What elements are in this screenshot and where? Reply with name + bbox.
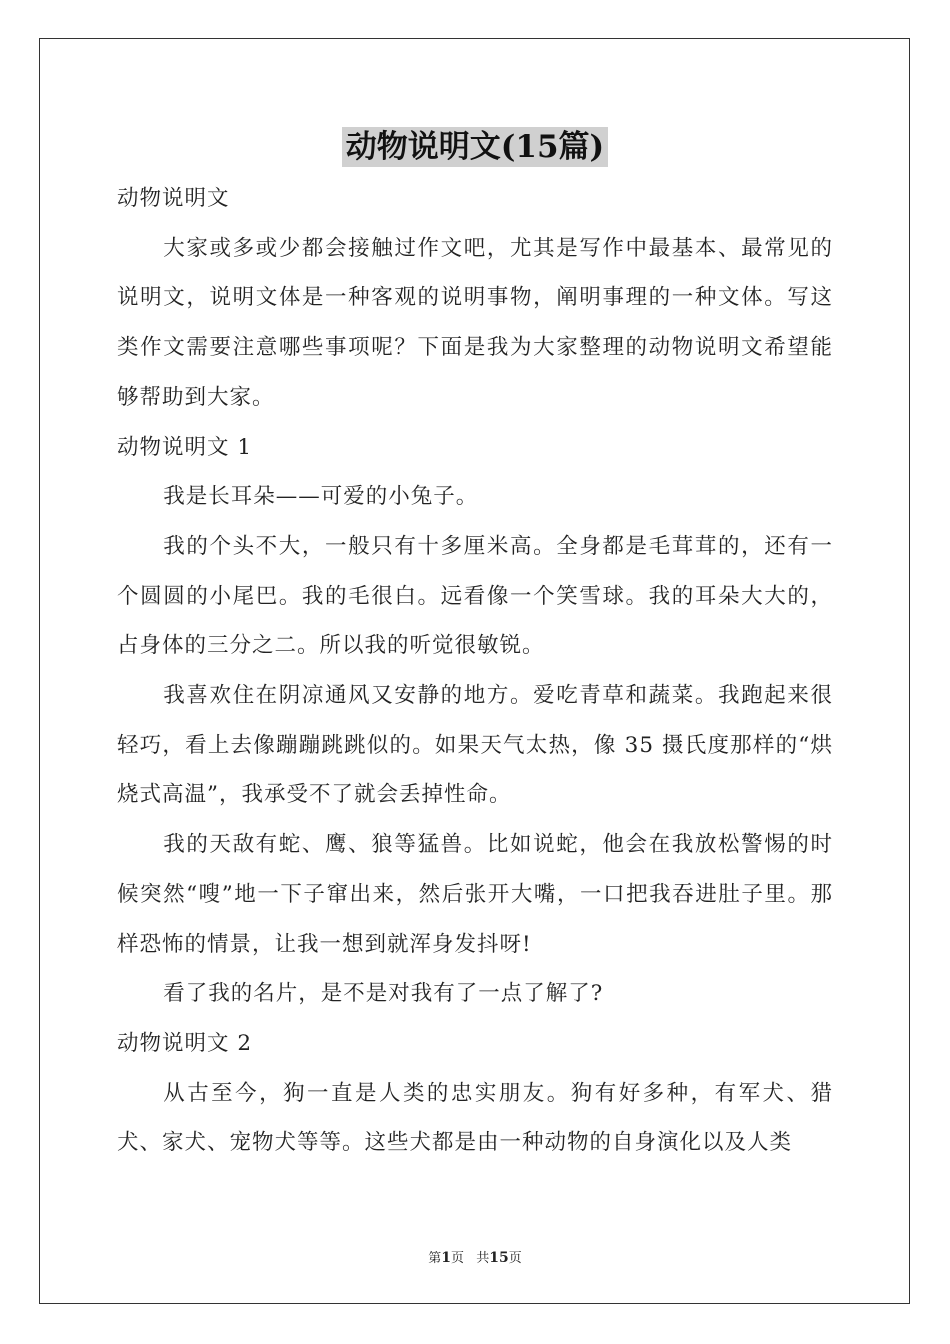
footer-page-suffix: 页 [451, 1251, 465, 1266]
body-paragraph: 大家或多或少都会接触过作文吧，尤其是写作中最基本、最常见的说明文，说明文体是一种客观的说明事物，阐明事理的一种文体。写这类作文需要注意哪些事项呢？下面是我为大家整理的动物说明文希望能够帮助到大家。 [117, 235, 833, 410]
footer-page-number: 1 [441, 1250, 452, 1266]
body-paragraph: 我喜欢住在阴凉通风又安静的地方。爱吃青草和蔬菜。我跑起来很轻巧，看上去像蹦蹦跳跳似的。如果天气太热，像 35 摄氏度那样的“烘烧式高温”，我承受不了就会丢掉性命。 [117, 683, 833, 808]
footer-total-suffix: 页 [508, 1251, 522, 1266]
document-title [0, 124, 950, 170]
page-footer [0, 1247, 950, 1266]
section-heading: 动物说明文 [117, 186, 230, 211]
body-paragraph: 我是长耳朵——可爱的小兔子。 [163, 484, 479, 510]
document-title-text: 动物说明文(15篇) [342, 127, 608, 167]
document-body [117, 174, 833, 1168]
body-paragraph: 从古至今，狗一直是人类的忠实朋友。狗有好多种，有军犬、猎犬、家犬、宠物犬等等。这些犬都是由一种动物的自身演化以及人类 [117, 1080, 833, 1156]
footer-total-pages: 15 [489, 1250, 509, 1266]
section-heading: 动物说明文 2 [117, 1030, 253, 1056]
body-paragraph: 看了我的名片，是不是对我有了一点了解了? [163, 981, 604, 1007]
section-heading: 动物说明文 1 [117, 434, 253, 460]
footer-total-prefix: 共 [476, 1251, 490, 1266]
body-paragraph: 我的个头不大，一般只有十多厘米高。全身都是毛茸茸的，还有一个圆圆的小尾巴。我的毛很白。远看像一个笑雪球。我的耳朵大大的，占身体的三分之二。所以我的听觉很敏锐。 [117, 533, 833, 659]
footer-prefix: 第 [428, 1251, 442, 1266]
body-paragraph: 我的天敌有蛇、鹰、狼等猛兽。比如说蛇，他会在我放松警惕的时候突然“嗖”地一下子窜出来，然后张开大嘴，一口把我吞进肚子里。那样恐怖的情景，让我一想到就浑身发抖呀! [117, 832, 833, 957]
